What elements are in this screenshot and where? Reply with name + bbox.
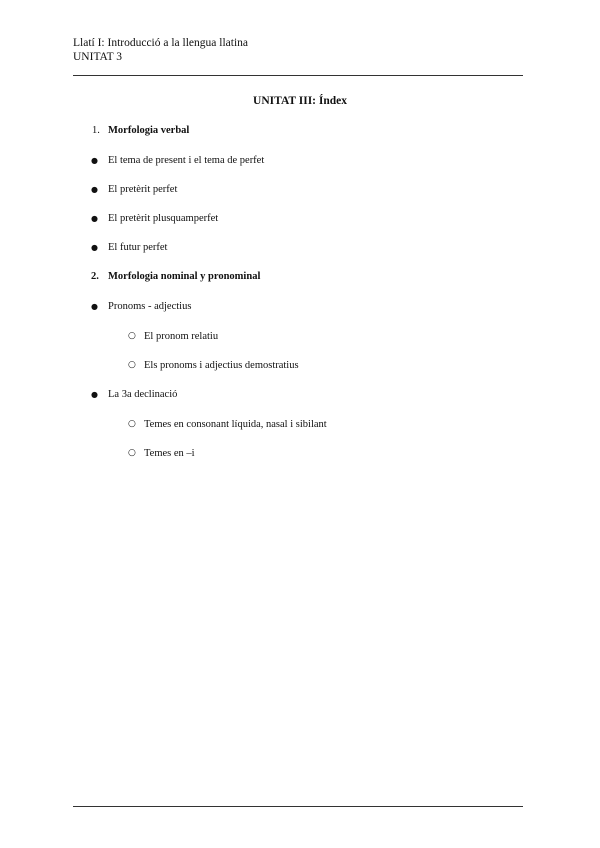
header-unit: UNITAT 3 <box>73 51 123 63</box>
section-heading: Morfologia verbal <box>108 125 190 136</box>
sub-list-item: El pronom relatiu <box>144 331 219 342</box>
page-title: UNITAT III: Índex <box>253 95 347 107</box>
section-heading: Morfologia nominal y pronominal <box>108 271 261 282</box>
bullet-icon: ● <box>91 243 98 252</box>
sub-list-item: Els pronoms i adjectius demostratius <box>144 360 299 371</box>
sub-list-item: Temes en consonant líquida, nasal i sibilant <box>144 419 327 430</box>
circle-bullet-icon: ○ <box>128 419 136 429</box>
list-item: El futur perfet <box>108 242 168 253</box>
list-item: Pronoms - adjectius <box>108 301 192 312</box>
circle-bullet-icon: ○ <box>128 448 136 458</box>
list-item: El pretèrit plusquamperfet <box>108 213 219 224</box>
page-header <box>73 36 248 64</box>
header-course-title: Llatí I: Introducció a la llengua llatina <box>73 37 248 49</box>
list-item: El tema de present i el tema de perfet <box>108 155 265 166</box>
bullet-icon: ● <box>91 302 98 311</box>
header-divider <box>73 75 523 76</box>
circle-bullet-icon: ○ <box>128 360 136 370</box>
list-item: La 3a declinació <box>108 389 178 400</box>
section-number: 1. <box>92 125 100 136</box>
bullet-icon: ● <box>91 185 98 194</box>
list-item: El pretèrit perfet <box>108 184 178 195</box>
bullet-icon: ● <box>91 390 98 399</box>
bullet-icon: ● <box>91 156 98 165</box>
section-number: 2. <box>91 271 99 282</box>
footer-divider <box>73 806 523 807</box>
bullet-icon: ● <box>91 214 98 223</box>
sub-list-item: Temes en –i <box>144 448 195 459</box>
circle-bullet-icon: ○ <box>128 331 136 341</box>
